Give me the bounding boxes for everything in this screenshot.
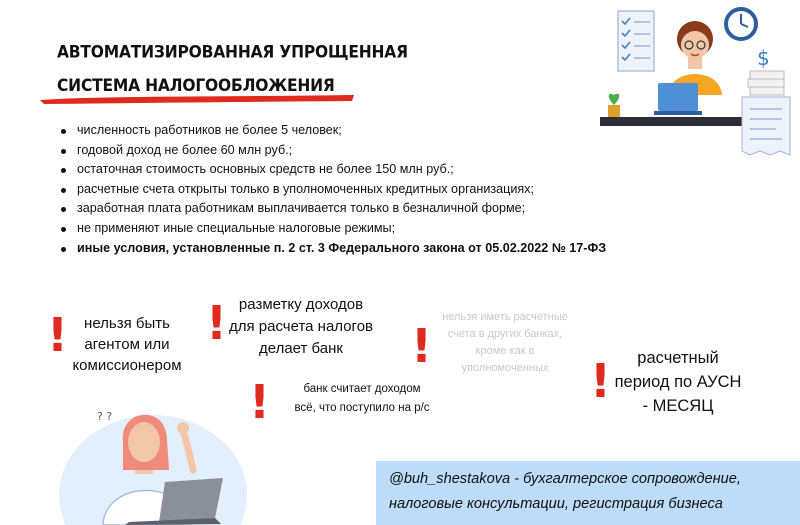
note-line: нельзя иметь расчетные [442,311,568,323]
note-line: комиссионером [72,357,182,374]
conditions-list [60,121,606,258]
list-item: расчетные счета открыты только в уполномоченных кредитных организациях; [60,180,606,200]
laptop-icon [654,83,702,115]
paper-stack-icon [748,71,784,95]
note-line: уполномоченных [461,362,549,374]
note-line: - МЕСЯЦ [642,397,714,415]
list-item: не применяют иные специальные налоговые режимы; [60,219,606,239]
desk [600,117,760,126]
note-bank-markup [216,294,386,360]
note-line: всё, что поступило на р/с [294,402,430,414]
note-line: делает банк [258,340,343,357]
plant-icon [608,94,620,117]
clock-icon [726,9,756,39]
footer-line-2: налоговые консультации, регистрация бизнеса [389,496,723,512]
note-line: банк считает доходом [303,383,421,395]
woman-illustration [55,400,250,525]
footer-contact [376,461,800,525]
list-item: заработная плата работникам выплачивается только в безналичной форме; [60,199,606,219]
note-agent [62,313,192,376]
receipt-icon [742,97,790,155]
exclamation-icon: ! [411,319,432,373]
red-brush-underline [38,93,356,105]
note-line: период по АУСН [614,373,742,391]
note-line: счета в других банках, [447,328,563,340]
note-line: расчетный [637,349,719,367]
list-item: остаточная стоимость основных средств не более 150 млн руб.; [60,160,606,180]
footer-line-1: @buh_shestakova - бухгалтерское сопровождение, [389,471,741,487]
note-line: агентом или [84,336,170,353]
list-item-bold: иные условия, установленные п. 2 ст. 3 Федерального закона от 05.02.2022 № 17-ФЗ [60,239,606,259]
question-marks: ? ? [97,410,113,423]
note-income [272,380,452,418]
note-line: разметку доходов [238,296,364,313]
note-line: кроме как в [475,345,535,357]
accountant-illustration [600,5,800,165]
note-accounts [430,309,580,377]
note-line: нельзя быть [84,315,170,332]
dollar-icon: $ [757,46,770,70]
exclamation-icon: ! [47,308,68,362]
exclamation-icon: ! [249,375,270,429]
list-item: численность работников не более 5 человек; [60,121,606,141]
title-line-2: СИСТЕМА НАЛОГООБЛОЖЕНИЯ [57,75,335,96]
note-line: для расчета налогов [228,318,374,335]
note-period [598,346,758,418]
checklist-icon [618,11,654,71]
list-item: годовой доход не более 60 млн руб.; [60,141,606,161]
title-line-1: АВТОМАТИЗИРОВАННАЯ УПРОЩЕННАЯ [57,42,408,62]
exclamation-icon: ! [206,296,227,350]
exclamation-icon: ! [590,354,611,408]
